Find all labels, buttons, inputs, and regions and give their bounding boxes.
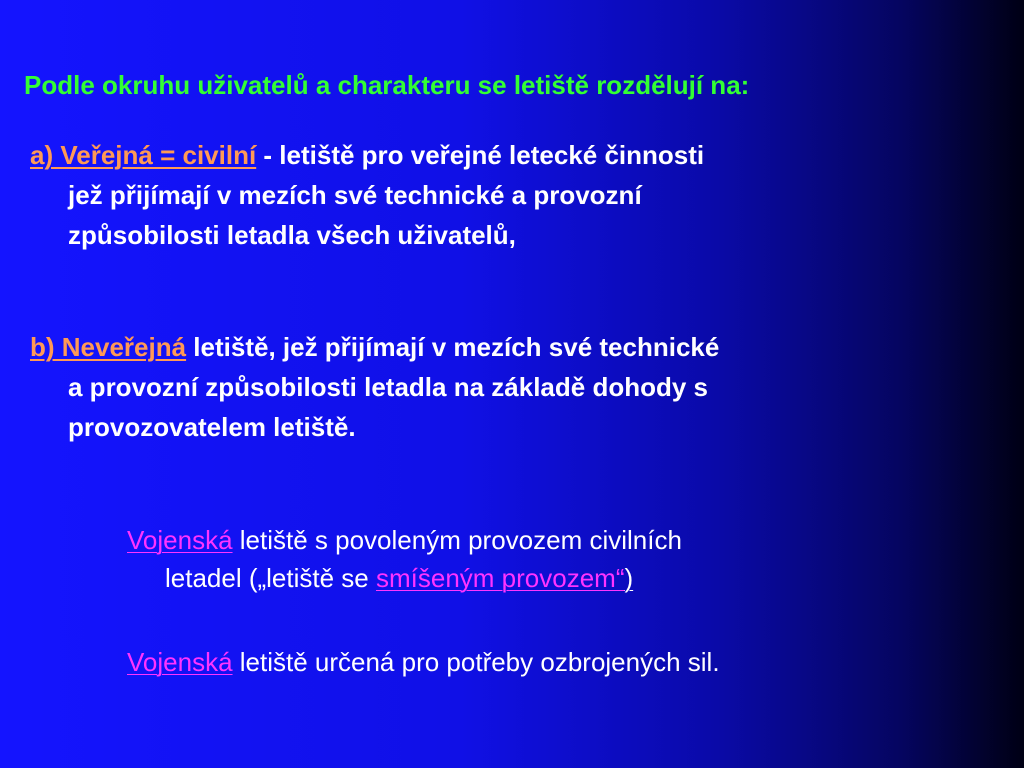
military-2-line-1 [127, 643, 720, 681]
mixed-operation-link[interactable]: smíšeným provozem“ [375, 563, 625, 593]
section-a-line-1 [30, 135, 704, 175]
private-link[interactable]: b) Neveřejná [30, 332, 187, 362]
section-b-line-1-text: letiště, jež přijímají v mezích své technické [186, 332, 720, 362]
public-civil-link[interactable]: a) Veřejná = civilní [30, 140, 257, 170]
section-public-airports [30, 135, 704, 255]
slide-heading: Podle okruhu uživatelů a charakteru se letiště rozdělují na: [24, 70, 750, 100]
section-b-line-3: provozovatelem letiště. [68, 412, 356, 442]
section-a-line-2: jež přijímají v mezích své technické a provozní [68, 180, 642, 210]
section-a-line-1-text: - letiště pro veřejné letecké činnosti [256, 140, 705, 170]
military-1-line-2-prefix: letadel („letiště se [165, 563, 376, 593]
military-1-line-1 [127, 521, 682, 559]
military-1-line-1-text: letiště s povoleným provozem civilních [232, 525, 682, 555]
military-link-1[interactable]: Vojenská [127, 525, 233, 555]
military-1-line-2-suffix: ) [624, 563, 634, 593]
military-armed-forces-airports [127, 643, 720, 681]
military-1-line-2 [127, 559, 682, 597]
military-2-line-1-text: letiště určená pro potřeby ozbrojených sil. [232, 647, 720, 677]
section-b-line-1 [30, 327, 719, 367]
military-link-2[interactable]: Vojenská [127, 647, 233, 677]
military-mixed-airports [127, 521, 682, 597]
section-private-airports [30, 327, 719, 447]
section-b-line-2: a provozní způsobilosti letadla na základě dohody s [68, 372, 708, 402]
section-a-line-3: způsobilosti letadla všech uživatelů, [68, 220, 516, 250]
